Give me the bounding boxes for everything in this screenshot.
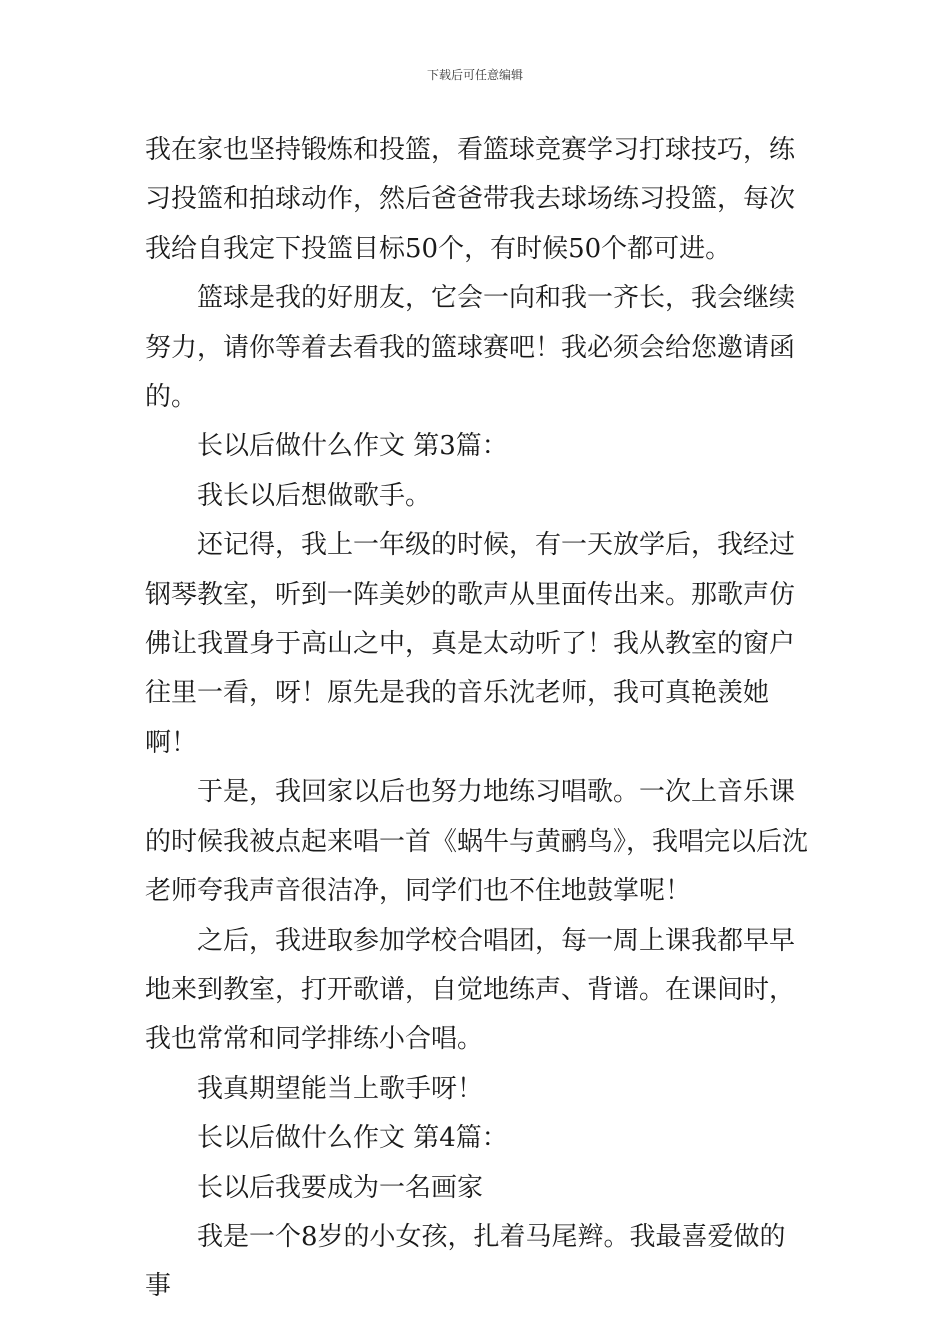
paragraph: 我真期望能当上歌手呀！	[197, 1073, 484, 1104]
section-heading: 长以后做什么作文 第3篇：	[197, 431, 508, 462]
page-header: 下载后可任意编辑	[426, 68, 523, 82]
essay-title: 我长以后想做歌手。	[197, 480, 432, 511]
essay-title: 长以后我要成为一名画家	[197, 1172, 484, 1203]
paragraph: 还记得，我上一年级的时候，有一天放学后，我经过钢琴教室，听到一阵美妙的歌声从里面传出来。那歌声仿佛让我置身于高山之中，真是太动听了！我从教室的窗户往里一看，呀！原先是我的音乐沈老师，我可真艳羡她啊！	[145, 530, 796, 758]
paragraph: 我是一个8岁的小女孩，扎着马尾辫。我最喜爱做的事	[145, 1221, 786, 1302]
paragraph: 篮球是我的好朋友，它会一向和我一齐长，我会继续努力，请你等着去看我的篮球赛吧！我必须会给您邀请函的。	[145, 283, 796, 413]
paragraph: 于是，我回家以后也努力地练习唱歌。一次上音乐课的时候我被点起来唱一首《蜗牛与黄鹂鸟》，我唱完以后沈老师夸我声音很洁净，同学们也不住地鼓掌呢！	[145, 777, 809, 907]
paragraph: 之后，我进取参加学校合唱团，每一周上课我都早早地来到教室，打开歌谱，自觉地练声、背谱。在课间时，我也常常和同学排练小合唱。	[145, 925, 796, 1055]
section-heading: 长以后做什么作文 第4篇：	[197, 1123, 508, 1154]
paragraph-continuation: 我在家也坚持锻炼和投篮，看篮球竞赛学习打球技巧，练习投篮和拍球动作，然后爸爸带我去球场练习投篮，每次我给自我定下投篮目标50个，有时候50个都可进。	[145, 135, 796, 264]
document-body	[145, 126, 810, 1312]
